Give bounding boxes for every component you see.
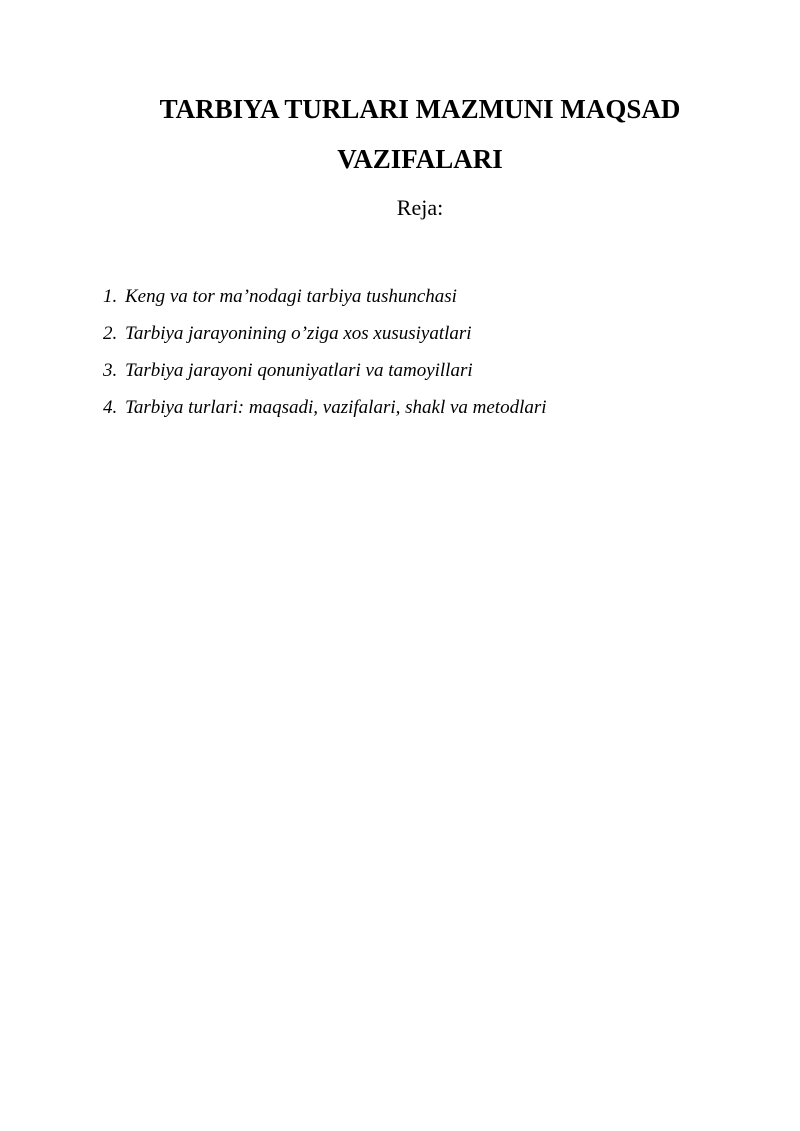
plan-item-text: Tarbiya jarayonining o’ziga xos xususiyatlari	[125, 323, 472, 344]
plan-item-number: 1.	[103, 286, 118, 307]
plan-item-number: 4.	[103, 397, 118, 418]
plan-item-number: 3.	[103, 360, 118, 381]
page-title-line-2: VAZIFALARI	[337, 144, 503, 174]
page-title-line-1: TARBIYA TURLARI MAZMUNI MAQSAD	[159, 94, 681, 124]
plan-item-4	[103, 395, 547, 432]
plan-item-text: Keng va tor ma’nodagi tarbiya tushunchasi	[125, 286, 457, 307]
plan-item-2	[103, 321, 547, 358]
plan-item-1	[103, 284, 547, 321]
plan-item-number: 2.	[103, 323, 118, 344]
plan-list	[103, 284, 547, 432]
plan-item-text: Tarbiya jarayoni qonuniyatlari va tamoyillari	[125, 360, 473, 381]
plan-item-3	[103, 358, 547, 395]
plan-heading: Reja:	[396, 195, 444, 220]
plan-item-text: Tarbiya turlari: maqsadi, vazifalari, shakl va metodlari	[125, 397, 547, 418]
